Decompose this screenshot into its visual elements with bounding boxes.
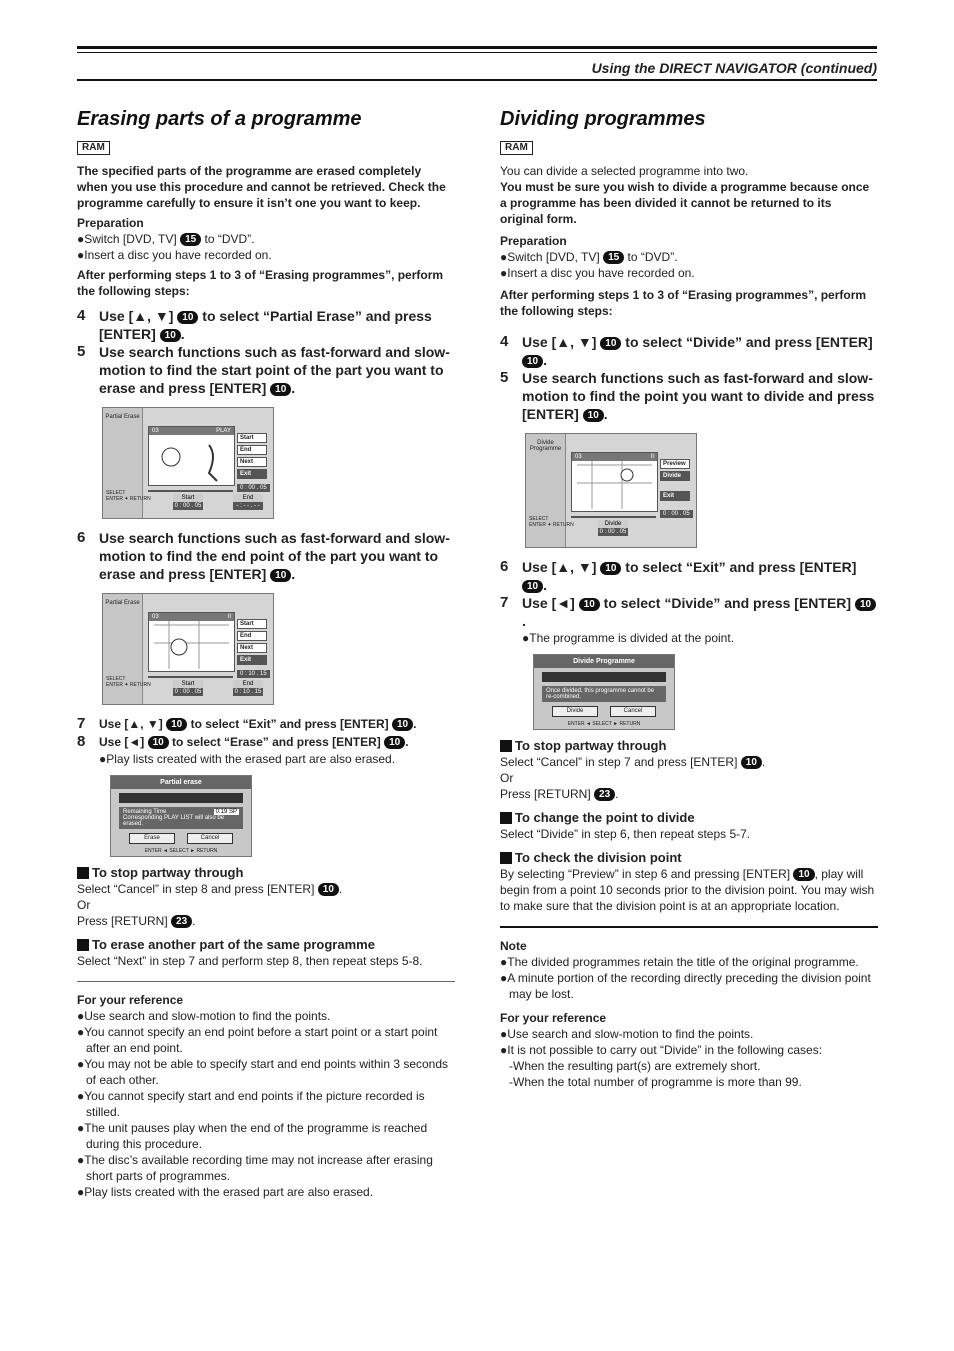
cancel-button[interactable]: Cancel <box>610 706 656 717</box>
remote-nav: SELECT ENTER ✦ RETURN <box>529 516 574 528</box>
left-stop-heading: To stop partway through <box>77 865 455 881</box>
right-title: Dividing programmes <box>500 108 706 130</box>
left-step-5: 5 Use search functions such as fast-forward and slow-motion to find the start point of the part you want to erase and press [ENTER] 10 . <box>77 343 450 396</box>
menu-next[interactable]: Next <box>237 643 267 653</box>
menu-end[interactable]: End <box>237 445 267 455</box>
menu-next[interactable]: Next <box>237 457 267 467</box>
right-step-7: 7 Use [◄] 10 to select “Divide” and press [ENTER] 10. <box>500 594 878 630</box>
time-readout: 0 : 00 . 05 <box>237 484 270 492</box>
button-10-icon: 10 <box>177 311 198 324</box>
right-stop-1: Select “Cancel” in step 7 and press [ENTER] 10 . <box>500 755 766 769</box>
edit-menu <box>237 619 267 667</box>
right-change-text: Select “Divide” in step 6, then repeat steps 5-7. <box>500 827 751 841</box>
menu-end[interactable]: End <box>237 631 267 641</box>
menu-preview[interactable]: Preview <box>660 459 690 469</box>
right-ref-item: ●It is not possible to carry out “Divide” in the following cases: <box>500 1043 823 1057</box>
end-box: End - : - - . - - <box>233 494 263 510</box>
button-10-icon: 10 <box>522 580 543 593</box>
edit-menu <box>237 433 267 481</box>
left-prep-1: ●Switch [DVD, TV] 15 to “DVD”. <box>77 232 255 246</box>
button-10-icon: 10 <box>166 718 187 731</box>
left-ref-item: ●The unit pauses play when the end of the programme is reached during this procedure. <box>77 1121 428 1151</box>
left-step-7: 7 Use [▲, ▼] 10 to select “Exit” and press [ENTER] 10 . <box>77 715 417 732</box>
button-10-icon: 10 <box>579 598 600 611</box>
left-ref-item: ●You cannot specify an end point before a start point or a start point after an end point. <box>77 1025 438 1055</box>
left-ref-item: ●Use search and slow-motion to find the points. <box>77 1009 331 1023</box>
dialog-message: Once divided, this programme cannot be re-combined. <box>542 686 666 702</box>
right-column <box>500 104 878 1090</box>
video-preview: 03 II <box>571 452 658 512</box>
button-10-icon: 10 <box>600 562 621 575</box>
ram-badge: RAM <box>77 141 110 155</box>
menu-exit[interactable]: Exit <box>237 655 267 665</box>
time-readout: 0 : 10 . 15 <box>237 670 270 678</box>
right-check-text: By selecting “Preview” in step 6 and pressing [ENTER] 10 , play will begin from a point 10 seconds prior to the division point. You may wish to make sure that the division point is at an appropriate location. <box>500 867 875 913</box>
menu-exit[interactable]: Exit <box>237 469 267 479</box>
divide-box: Divide 0 : 00 . 05 <box>599 521 627 535</box>
right-step-7-note: ●The programme is divided at the point. <box>522 631 735 645</box>
soccer-image-icon <box>149 613 234 671</box>
button-10-icon: 10 <box>384 736 405 749</box>
left-after: After performing steps 1 to 3 of “Erasing programmes”, perform the following steps: <box>77 268 444 298</box>
partial-erase-screen-end <box>102 593 274 705</box>
left-ref-item: ●The disc’s available recording time may not increase after erasing short parts of programmes. <box>77 1153 433 1183</box>
start-box: Start 0 : 00 . 05 <box>174 681 202 695</box>
left-ref-item: ●Play lists created with the erased part are also erased. <box>77 1185 374 1199</box>
right-ref-heading: For your reference <box>500 1011 607 1025</box>
button-10-icon: 10 <box>392 718 413 731</box>
right-intro: You can divide a selected programme into two. <box>500 164 749 178</box>
divider <box>77 981 455 982</box>
left-prep-heading: Preparation <box>77 216 144 230</box>
left-ref-item: ●You cannot specify start and end points if the picture recorded is stilled. <box>77 1089 425 1119</box>
header-rule-bottom <box>77 79 877 81</box>
section-header: Using the DIRECT NAVIGATOR (continued) <box>591 60 877 76</box>
right-change-heading: To change the point to divide <box>500 810 878 826</box>
left-stop-2: Press [RETURN] 23 . <box>77 914 196 928</box>
button-23-icon: 23 <box>594 788 615 801</box>
divider <box>500 926 878 928</box>
left-title: Erasing parts of a programme <box>77 108 362 130</box>
video-preview: 03 II <box>148 612 235 672</box>
left-another-heading: To erase another part of the same programme <box>77 937 455 953</box>
right-stop-or: Or <box>500 771 514 785</box>
button-10-icon: 10 <box>600 337 621 350</box>
left-stop-or: Or <box>77 898 91 912</box>
right-stop-heading: To stop partway through <box>500 738 878 754</box>
right-step-4: 4 Use [▲, ▼] 10 to select “Divide” and press [ENTER] 10 . <box>500 333 873 368</box>
dialog-nav: ENTER ◄ SELECT ► RETURN <box>567 721 641 727</box>
divide-screen <box>525 433 697 548</box>
menu-start[interactable]: Start <box>237 619 267 629</box>
right-note-item: ●The divided programmes retain the title of the original programme. <box>500 955 859 969</box>
left-prep-2: ●Insert a disc you have recorded on. <box>77 248 272 262</box>
sidebar-label: Partial Erase <box>103 408 143 518</box>
dialog-title: Partial erase <box>111 776 251 789</box>
sidebar-label: Divide Programme <box>526 434 566 547</box>
left-step-8: 8 Use [◄] 10 to select “Erase” and press [ENTER] 10 . <box>77 733 409 750</box>
dialog-strip <box>119 793 243 803</box>
menu-divide[interactable]: Divide <box>660 471 690 481</box>
button-15-icon: 15 <box>180 233 201 246</box>
right-prep-heading: Preparation <box>500 234 567 248</box>
header-rule-thick <box>77 46 877 49</box>
left-another-text: Select “Next” in step 7 and perform step 8, then repeat steps 5-8. <box>77 954 423 968</box>
button-10-icon: 10 <box>855 598 876 611</box>
left-step-8-note: ●Play lists created with the erased part are also erased. <box>99 752 396 766</box>
right-prep-1: ●Switch [DVD, TV] 15 to “DVD”. <box>500 250 678 264</box>
menu-exit[interactable]: Exit <box>660 491 690 501</box>
left-step-4: 4 Use [▲, ▼] 10 to select “Partial Erase” and press [ENTER] 10 . <box>77 307 432 342</box>
remote-nav: SELECT ENTER ✦ RETURN <box>106 676 151 688</box>
edit-menu <box>660 459 690 503</box>
dialog-message: Remaining Time 0:19 SP Corresponding PLAY LIST will also be erased. <box>119 807 243 829</box>
left-warning: The specified parts of the programme are erased completely when you use this procedure and cannot be retrieved. Check the programme carefully to ensure it isn’t one you want to keep. <box>77 164 446 210</box>
left-ref-item: ●You may not be able to specify start and end points within 3 seconds of each other. <box>77 1057 449 1087</box>
button-10-icon: 10 <box>522 355 543 368</box>
right-check-heading: To check the division point <box>500 850 878 866</box>
dialog-nav: ENTER ◄ SELECT ► RETURN <box>144 848 218 854</box>
right-ref-sub: -When the resulting part(s) are extremely short. <box>509 1059 761 1073</box>
button-10-icon: 10 <box>741 756 762 769</box>
sidebar-label: Partial Erase <box>103 594 143 704</box>
progress-bar <box>571 516 656 518</box>
right-note-item: ●A minute portion of the recording directly preceding the division point may be lost. <box>500 971 871 1001</box>
erase-button[interactable]: Erase <box>129 833 175 844</box>
dialog-title: Divide Programme <box>534 655 674 668</box>
button-10-icon: 10 <box>318 883 339 896</box>
right-step-6: 6 Use [▲, ▼] 10 to select “Exit” and press [ENTER] 10 . <box>500 558 857 593</box>
button-10-icon: 10 <box>270 383 291 396</box>
cancel-button[interactable]: Cancel <box>187 833 233 844</box>
partial-erase-screen-start <box>102 407 274 519</box>
end-box: End 0 : 10 . 15 <box>234 681 262 695</box>
left-ref-heading: For your reference <box>77 993 184 1007</box>
button-15-icon: 15 <box>603 251 624 264</box>
left-step-6: 6 Use search functions such as fast-forward and slow-motion to find the end point of the part you want to erase and press [ENTER] 10 . <box>77 529 450 582</box>
ram-badge: RAM <box>500 141 533 155</box>
right-after: After performing steps 1 to 3 of “Erasing programmes”, perform the following steps: <box>500 288 867 318</box>
video-preview: 03 PLAY <box>148 426 235 486</box>
time-readout: 0 : 00 . 05 <box>660 510 693 518</box>
button-23-icon: 23 <box>171 915 192 928</box>
button-10-icon: 10 <box>270 569 291 582</box>
right-step-5: 5 Use search functions such as fast-forward and slow-motion to find the point you want to divide and press [ENTER] 10 . <box>500 369 875 422</box>
soccer-image-icon <box>149 427 234 485</box>
progress-bar <box>148 490 233 492</box>
dialog-strip <box>542 672 666 682</box>
progress-bar <box>148 676 233 678</box>
button-10-icon: 10 <box>583 409 604 422</box>
divide-button[interactable]: Divide <box>552 706 598 717</box>
start-box: Start 0 : 00 . 05 <box>174 495 202 509</box>
right-ref-sub: -When the total number of programme is more than 99. <box>509 1075 802 1089</box>
right-ref-item: ●Use search and slow-motion to find the points. <box>500 1027 754 1041</box>
button-10-icon: 10 <box>793 868 814 881</box>
button-10-icon: 10 <box>160 329 181 342</box>
soccer-image-icon <box>572 453 657 511</box>
right-prep-2: ●Insert a disc you have recorded on. <box>500 266 695 280</box>
remote-nav: SELECT ENTER ✦ RETURN <box>106 490 151 502</box>
right-note-heading: Note <box>500 939 527 953</box>
left-stop-1: Select “Cancel” in step 8 and press [ENTER] 10 . <box>77 882 343 896</box>
right-warning: You must be sure you wish to divide a programme because once a programme has been divided it cannot be returned to its original form. <box>500 180 870 226</box>
partial-erase-dialog <box>110 775 252 857</box>
left-column <box>77 104 455 1200</box>
divide-dialog <box>533 654 675 730</box>
button-10-icon: 10 <box>148 736 169 749</box>
menu-start[interactable]: Start <box>237 433 267 443</box>
right-stop-2: Press [RETURN] 23 . <box>500 787 619 801</box>
header-rule-thin <box>77 52 877 53</box>
